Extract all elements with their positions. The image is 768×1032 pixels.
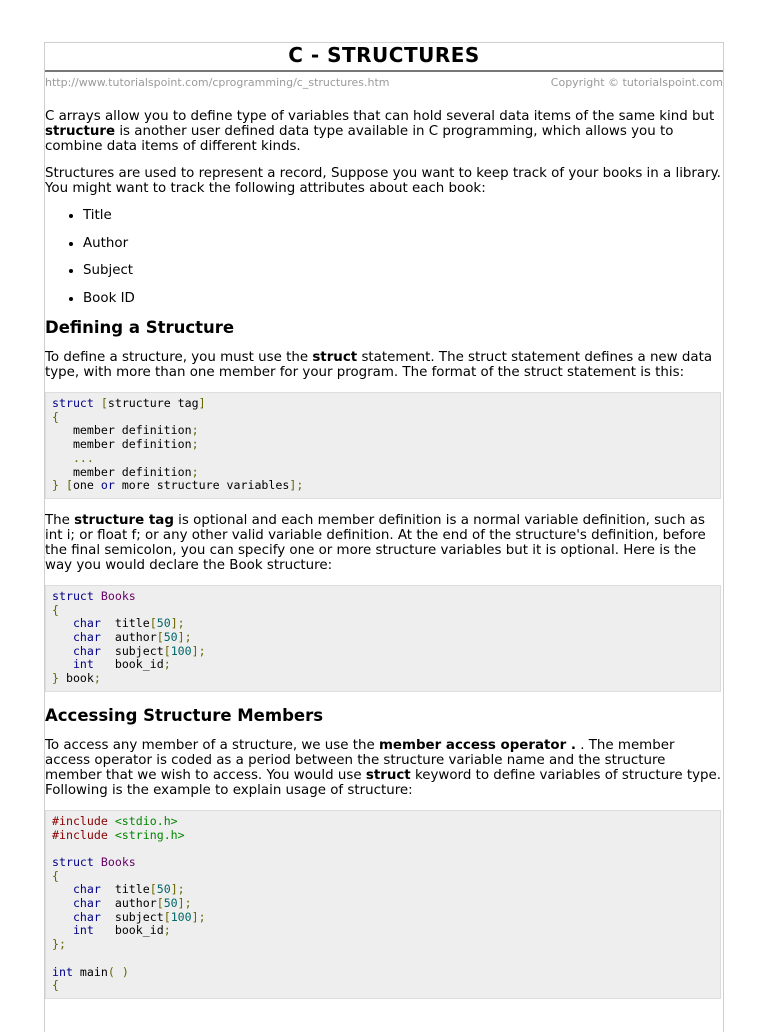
list-item: • Title — [83, 208, 723, 223]
code-line: } book; — [52, 671, 101, 686]
page-meta — [45, 72, 723, 94]
code-line: int main( ) — [52, 964, 129, 979]
list-item: • Book ID — [83, 291, 723, 306]
accessing-paragraph-1: To access any member of a structure, we use the member access operator . . The member access operator is coded as a period between the structure variable name and the structure member that we wish to access. You would use struct keyword to define variables of structure type. Following is the example to explain usage of structure: — [45, 737, 722, 798]
code-block-struct-format — [45, 392, 721, 499]
code-line: } [one or more structure variables]; — [52, 478, 304, 493]
document-page — [44, 42, 724, 1032]
page-title: C - STRUCTURES — [45, 43, 723, 72]
code-line: char title[50]; — [72, 882, 185, 897]
code-line: struct Books — [52, 588, 136, 603]
page-content — [45, 109, 723, 999]
code-line: { — [52, 978, 59, 993]
code-line: int book_id; — [72, 923, 171, 938]
code-line: int book_id; — [72, 657, 171, 672]
source-url[interactable]: http://www.tutorialspoint.com/cprogramming/c_structures.htm — [45, 76, 390, 89]
code-line: member definition; — [52, 437, 199, 452]
code-line: char title[50]; — [72, 616, 185, 631]
book-attribute-list — [45, 208, 723, 306]
code-line: #include <string.h> — [52, 827, 185, 842]
code-block-example-program — [45, 810, 721, 999]
code-line: { — [52, 409, 59, 424]
code-line: struct [structure tag] — [52, 396, 206, 410]
code-line: member definition; — [52, 464, 199, 479]
heading-accessing-members: Accessing Structure Members — [45, 705, 324, 725]
intro-paragraph-1: C arrays allow you to define type of variables that can hold several data items of the same kind but structure is another user defined data type available in C programming, which allows you to combine data items of different kinds. — [45, 109, 715, 154]
heading-defining-structure: Defining a Structure — [45, 318, 235, 337]
defining-paragraph-1: To define a structure, you must use the struct statement. The struct statement defines a new data type, with more than one member for your program. The format of the struct statement is this: — [45, 350, 713, 380]
code-line: struct Books — [52, 854, 136, 869]
list-item: • Author — [83, 236, 723, 251]
list-item: • Subject — [83, 263, 723, 278]
code-line: { — [52, 868, 59, 883]
code-line: char subject[100]; — [72, 909, 206, 924]
code-line: #include <stdio.h> — [52, 813, 178, 828]
copyright-notice: Copyright © tutorialspoint.com — [550, 76, 723, 89]
code-line: member definition; — [52, 423, 199, 438]
code-line: char subject[100]; — [72, 643, 206, 658]
code-line: { — [52, 602, 59, 617]
code-line: ... — [72, 450, 94, 465]
code-line: }; — [52, 937, 66, 952]
code-block-books-struct — [45, 585, 721, 692]
defining-paragraph-2: The structure tag is optional and each member definition is a normal variable definition, such as int i; or float f; or any other valid variable definition. At the end of the structure's definition, before the final semicolon, you can specify one or more structure variables but it is optional. Here is the way you would declare the Book structure: — [45, 512, 706, 573]
intro-paragraph-2: Structures are used to represent a record, Suppose you want to keep track of your books in a library. You might want to track the following attributes about each book: — [45, 166, 721, 196]
code-line: char author[50]; — [72, 630, 192, 645]
code-line: char author[50]; — [72, 896, 192, 911]
